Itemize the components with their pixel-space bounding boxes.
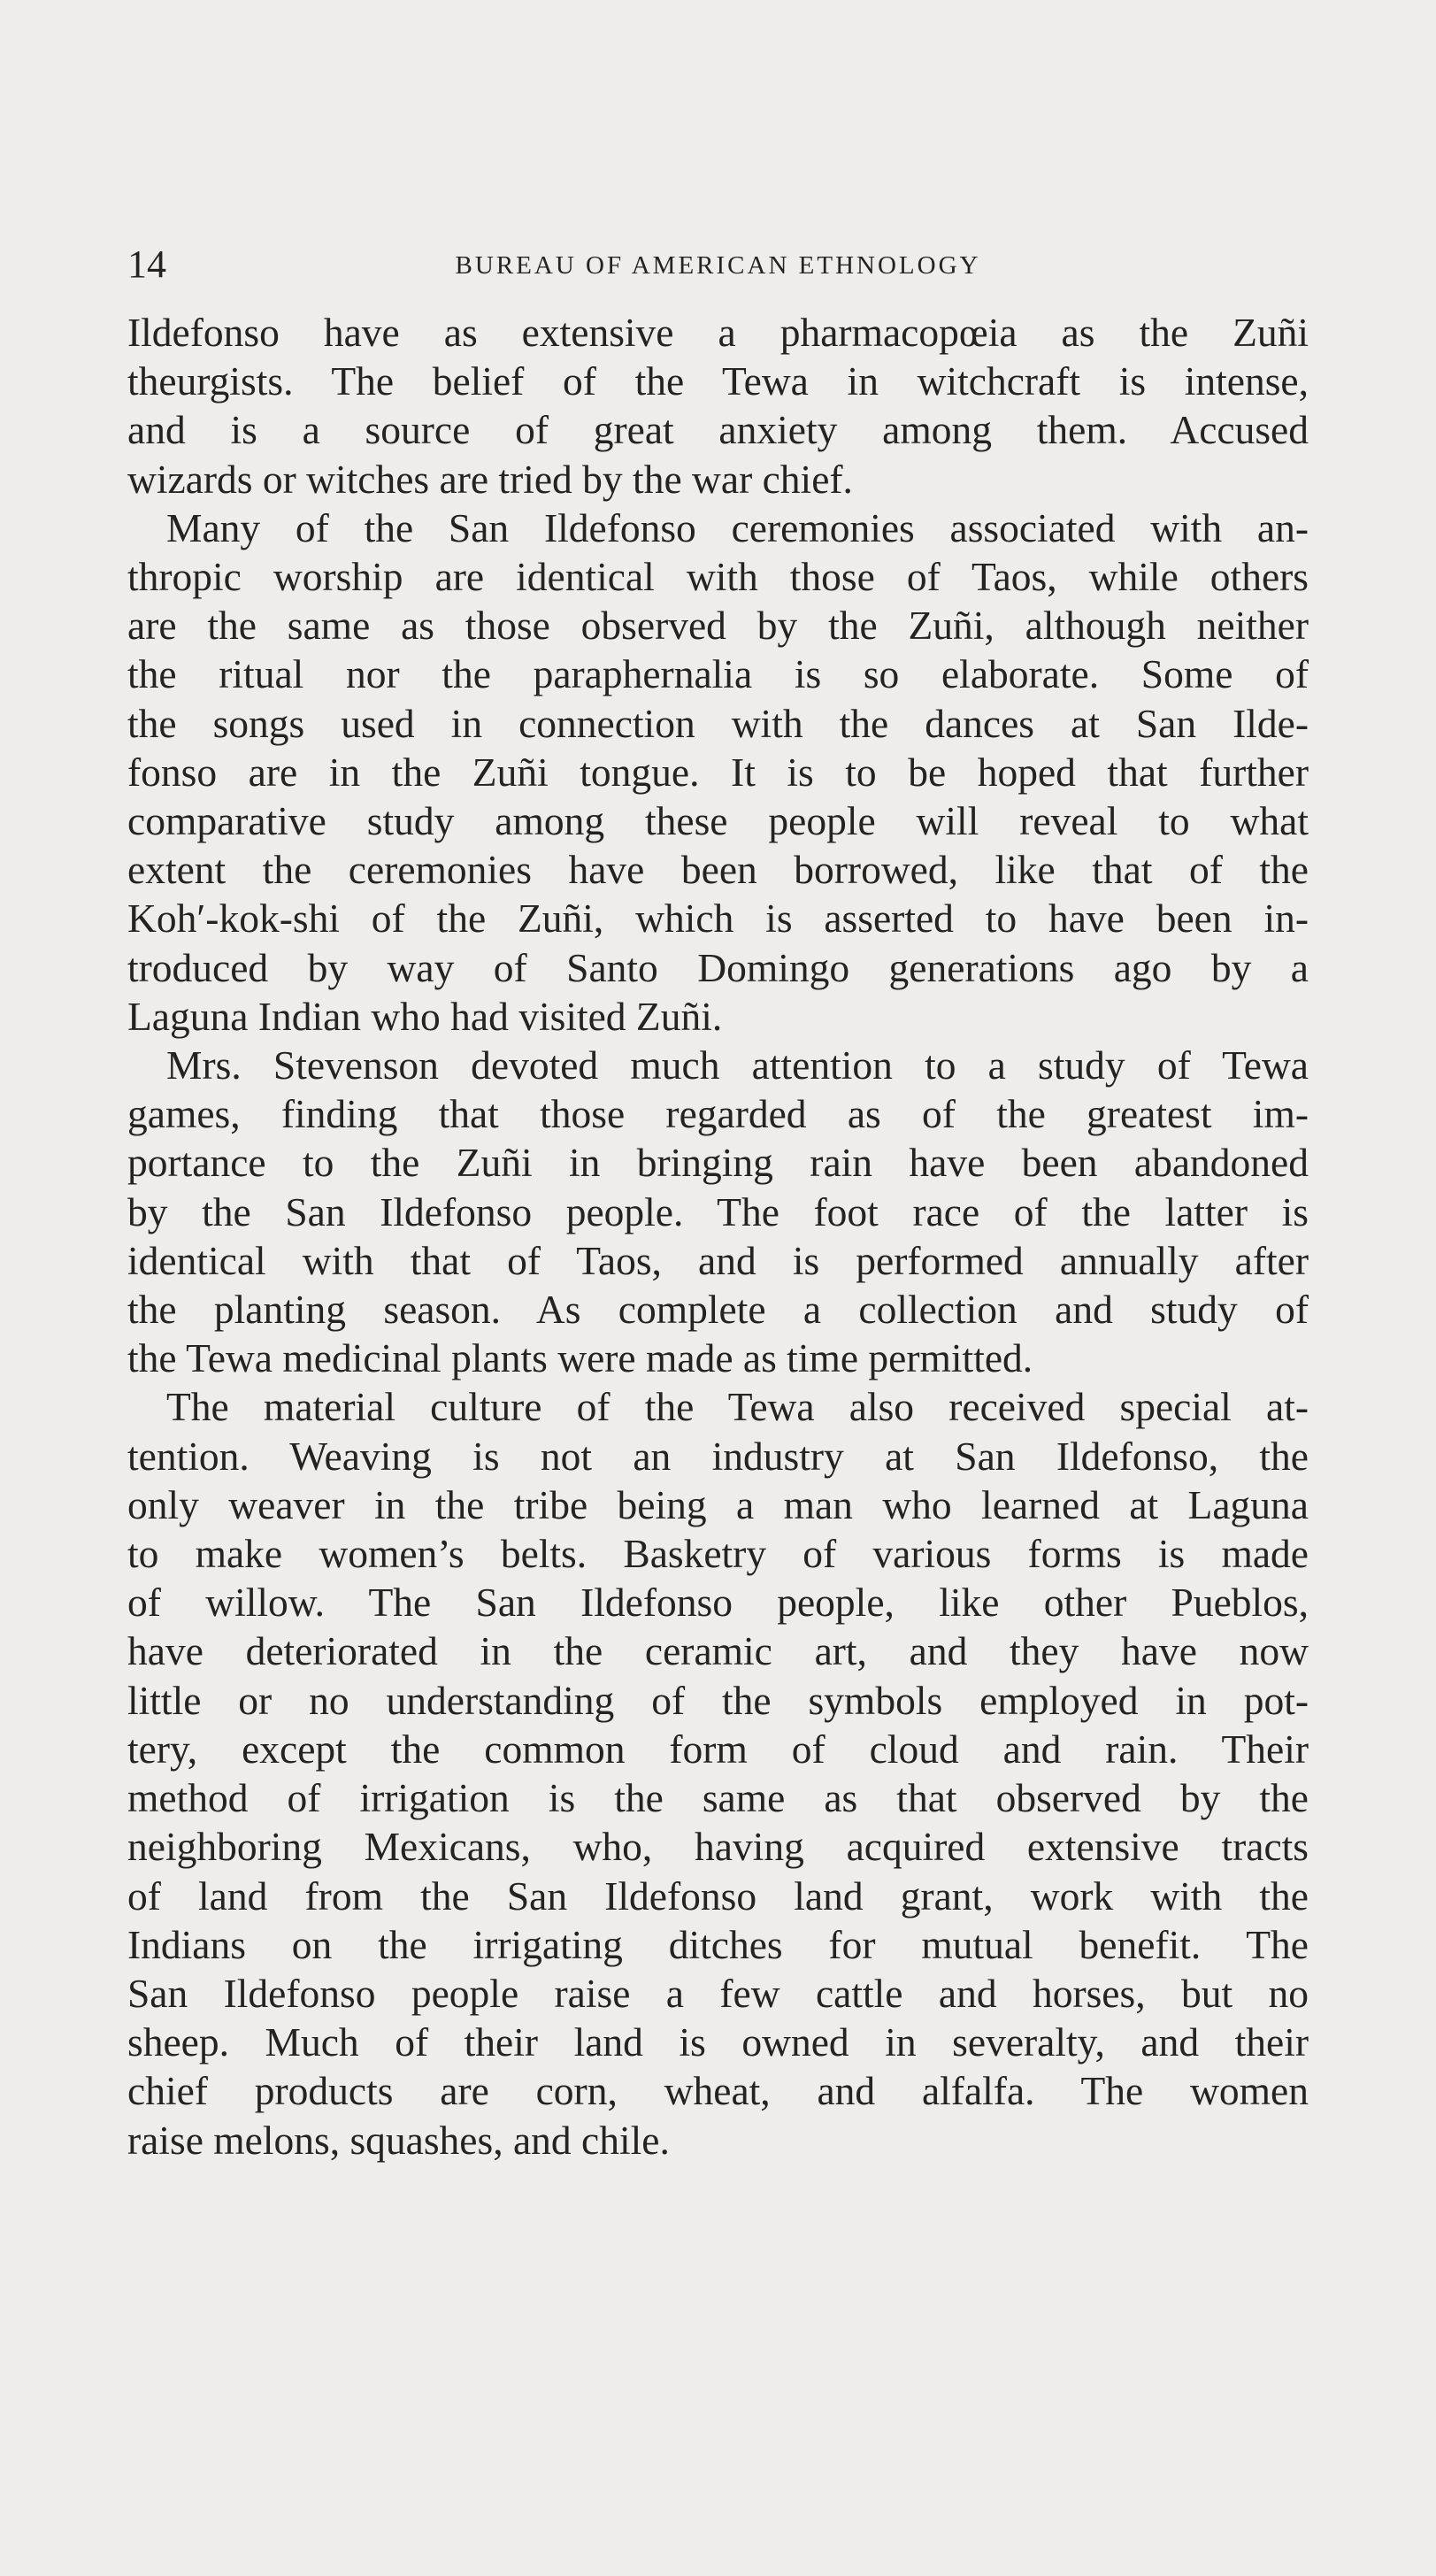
text-line: the ritual nor the paraphernalia is so elaborate. Some of [127,651,1309,697]
text-line: and is a source of great anxiety among them. Accused [127,407,1309,453]
text-line: the planting season. As complete a collection and study of [127,1287,1309,1333]
text-line: tery, except the common form of cloud and rain. Their [127,1726,1309,1772]
text-line: are the same as those observed by the Zuñi, although neither [127,603,1309,649]
text-line: the Tewa medicinal plants were made as time permitted. [127,1335,1033,1381]
text-line: extent the ceremonies have been borrowed, like that of the [127,847,1309,893]
running-header [127,237,1309,290]
text-line: chief products are corn, wheat, and alfalfa. The women [127,2068,1309,2114]
text-line: games, finding that those regarded as of the greatest im- [127,1091,1309,1137]
page-number: 14 [127,242,166,286]
text-line: sheep. Much of their land is owned in severalty, and their [127,2019,1309,2065]
text-line: thropic worship are identical with those of Taos, while others [127,554,1309,600]
text-line: Koh′-kok-shi of the Zuñi, which is asserted to have been in- [127,896,1309,942]
text-line: the songs used in connection with the dances at San Ilde- [127,700,1309,746]
text-line: raise melons, squashes, and chile. [127,2117,670,2163]
paragraph-first-line: Mrs. Stevenson devoted much attention to a study of Tewa [166,1042,1309,1088]
text-line: by the San Ildefonso people. The foot race of the latter is [127,1188,1309,1234]
text-line: neighboring Mexicans, who, having acquired extensive tracts [127,1824,1309,1870]
text-line: Ildefonso have as extensive a pharmacopœia as the Zuñi [127,310,1309,355]
paragraph-first-line: Many of the San Ildefonso ceremonies associated with an- [166,504,1309,550]
text-line: Laguna Indian who had visited Zuñi. [127,993,723,1039]
text-line: of land from the San Ildefonso land grant, work with the [127,1872,1309,1919]
text-line: tention. Weaving is not an industry at San Ildefonso, the [127,1433,1309,1479]
text-line: portance to the Zuñi in bringing rain have been abandoned [127,1140,1309,1186]
text-line: San Ildefonso people raise a few cattle and horses, but no [127,1970,1309,2016]
text-line: to make women’s belts. Basketry of various forms is made [127,1531,1309,1577]
text-line: theurgists. The belief of the Tewa in witchcraft is intense, [127,358,1309,404]
text-line: Indians on the irrigating ditches for mutual benefit. The [127,1921,1309,1967]
text-line: fonso are in the Zuñi tongue. It is to be hoped that further [127,749,1309,795]
text-line: of willow. The San Ildefonso people, like other Pueblos, [127,1580,1309,1626]
text-line: little or no understanding of the symbols employed in pot- [127,1677,1309,1723]
text-line: only weaver in the tribe being a man who learned at Laguna [127,1481,1309,1527]
text-line: identical with that of Taos, and is performed annually after [127,1237,1309,1283]
running-title: BUREAU OF AMERICAN ETHNOLOGY [455,251,981,280]
text-line: troduced by way of Santo Domingo generations ago by a [127,944,1309,990]
text-line: have deteriorated in the ceramic art, and they have now [127,1628,1309,1674]
text-line: wizards or witches are tried by the war chief. [127,456,853,502]
text-line: method of irrigation is the same as that observed by the [127,1775,1309,1821]
body-text [127,308,1309,2165]
paragraph-first-line: The material culture of the Tewa also received special at- [166,1384,1309,1430]
text-line: comparative study among these people will reveal to what [127,798,1309,844]
